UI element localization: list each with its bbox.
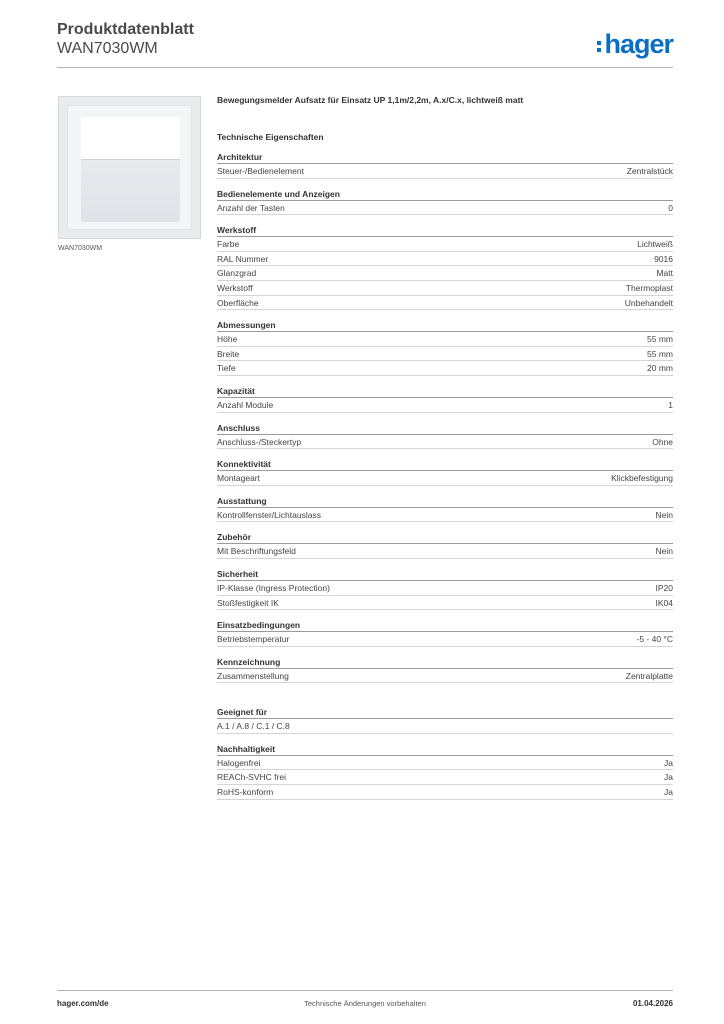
spec-section	[217, 532, 673, 559]
spec-label: Farbe	[217, 239, 240, 250]
spec-value: 1	[668, 399, 673, 410]
spec-value: 0	[668, 202, 673, 213]
spec-value: IK04	[655, 597, 673, 608]
spec-row	[217, 266, 673, 281]
spec-section	[217, 459, 673, 486]
section-title: Nachhaltigkeit	[217, 744, 673, 756]
spec-content	[217, 95, 673, 800]
spec-label: Oberfläche	[217, 297, 259, 308]
spec-value: Ja	[664, 787, 673, 798]
spec-row	[217, 471, 673, 486]
section-title: Kapazität	[217, 386, 673, 398]
spec-row	[217, 252, 673, 267]
spec-value: Unbehandelt	[624, 297, 673, 308]
spec-value: 20 mm	[647, 363, 673, 374]
spec-value: Nein	[655, 546, 673, 557]
logo-dots-icon	[597, 41, 601, 52]
spec-row	[217, 332, 673, 347]
spec-row	[217, 435, 673, 450]
spec-row	[217, 347, 673, 362]
technical-properties-heading: Technische Eigenschaften	[217, 132, 324, 142]
spec-value: Ja	[664, 772, 673, 783]
spec-value: Matt	[656, 268, 673, 279]
spec-row	[217, 596, 673, 611]
spec-label: Anzahl der Tasten	[217, 202, 285, 213]
product-body	[81, 159, 180, 222]
spec-section	[217, 423, 673, 450]
spec-label: Betriebstemperatur	[217, 634, 290, 645]
product-image	[58, 96, 201, 239]
spec-row	[217, 201, 673, 216]
spec-row	[217, 719, 673, 734]
spec-section	[217, 152, 673, 179]
spec-row	[217, 756, 673, 771]
header-divider	[57, 67, 673, 68]
spec-label: Anzahl Module	[217, 399, 274, 410]
spec-label: Tiefe	[217, 363, 236, 374]
section-title: Sicherheit	[217, 569, 673, 581]
spec-label: Breite	[217, 348, 240, 359]
spec-row	[217, 237, 673, 252]
spec-value: 55 mm	[647, 334, 673, 345]
spec-row	[217, 785, 673, 800]
section-title: Kennzeichnung	[217, 657, 673, 669]
spec-label: Montageart	[217, 473, 260, 484]
spec-label: Steuer-/Bedienelement	[217, 166, 304, 176]
image-caption: WAN7030WM	[58, 245, 103, 252]
product-description: Bewegungsmelder Aufsatz für Einsatz UP 1,1m/2,2m, A.x/C.x, lichtweiß matt	[217, 95, 524, 105]
spec-section	[217, 496, 673, 523]
spec-section	[217, 320, 673, 376]
section-title: Geeignet für	[217, 707, 673, 719]
spec-sections	[217, 152, 673, 800]
logo-text: hager	[604, 29, 673, 59]
spec-label: Werkstoff	[217, 282, 253, 293]
spec-label: Mit Beschriftungsfeld	[217, 546, 296, 557]
document-title: Produktdatenblatt	[57, 21, 194, 38]
spec-label: Stoßfestigkeit IK	[217, 597, 279, 608]
spec-value: IP20	[655, 582, 673, 593]
section-title: Architektur	[217, 152, 673, 164]
spec-value: Zentralplatte	[625, 670, 673, 681]
spec-value: Klickbefestigung	[611, 473, 673, 484]
spec-label: Zusammenstellung	[217, 670, 289, 681]
spec-row	[217, 770, 673, 785]
spec-label: RAL Nummer	[217, 253, 269, 264]
spec-value: Ohne	[652, 436, 673, 447]
product-lens-window	[81, 117, 180, 162]
spec-section	[217, 569, 673, 610]
section-title: Konnektivität	[217, 459, 673, 471]
spec-label: REACh-SVHC frei	[217, 772, 286, 783]
spec-row	[217, 398, 673, 413]
spec-value: -5 - 40 °C	[636, 634, 673, 645]
spec-section	[217, 386, 673, 413]
spec-row	[217, 508, 673, 523]
spec-row	[217, 164, 673, 179]
spec-label: A.1 / A.8 / C.1 / C.8	[217, 721, 290, 732]
spec-label: Kontrollfenster/Lichtauslass	[217, 509, 321, 520]
spec-label: RoHS-konform	[217, 787, 274, 798]
spec-label: Höhe	[217, 334, 238, 345]
spec-value: Nein	[655, 509, 673, 520]
section-title: Werkstoff	[217, 225, 673, 237]
spec-value: Zentralstück	[626, 166, 673, 176]
spec-section	[217, 620, 673, 647]
footer-note: Technische Änderungen vorbehalten	[304, 999, 426, 1008]
footer-url: hager.com/de	[57, 999, 109, 1008]
page-header	[57, 20, 673, 68]
section-title: Ausstattung	[217, 496, 673, 508]
spec-section	[217, 189, 673, 216]
spec-label: Halogenfrei	[217, 757, 261, 768]
spec-value: Ja	[664, 757, 673, 768]
spec-row	[217, 632, 673, 647]
page-footer	[57, 990, 673, 1012]
spec-value: Thermoplast	[625, 282, 673, 293]
spec-row	[217, 581, 673, 596]
footer-date: 01.04.2026	[632, 999, 673, 1008]
spec-section	[217, 225, 673, 310]
section-title: Anschluss	[217, 423, 673, 435]
spec-section	[217, 707, 673, 734]
section-title: Einsatzbedingungen	[217, 620, 673, 632]
spec-value: Lichtweiß	[637, 239, 673, 250]
section-title: Abmessungen	[217, 320, 673, 332]
spec-value: 9016	[654, 253, 673, 264]
spec-row	[217, 361, 673, 376]
section-title: Zubehör	[217, 532, 673, 544]
product-code: WAN7030WM	[57, 40, 158, 57]
hager-logo	[597, 28, 673, 60]
spec-row	[217, 296, 673, 311]
spec-row	[217, 544, 673, 559]
spec-label: IP-Klasse (Ingress Protection)	[217, 582, 330, 593]
spec-label: Anschluss-/Steckertyp	[217, 436, 302, 447]
section-title: Bedienelemente und Anzeigen	[217, 189, 673, 201]
spec-section	[217, 657, 673, 684]
spec-section	[217, 744, 673, 800]
spec-row	[217, 281, 673, 296]
spec-value: 55 mm	[647, 348, 673, 359]
spec-row	[217, 669, 673, 684]
spec-label: Glanzgrad	[217, 268, 257, 279]
